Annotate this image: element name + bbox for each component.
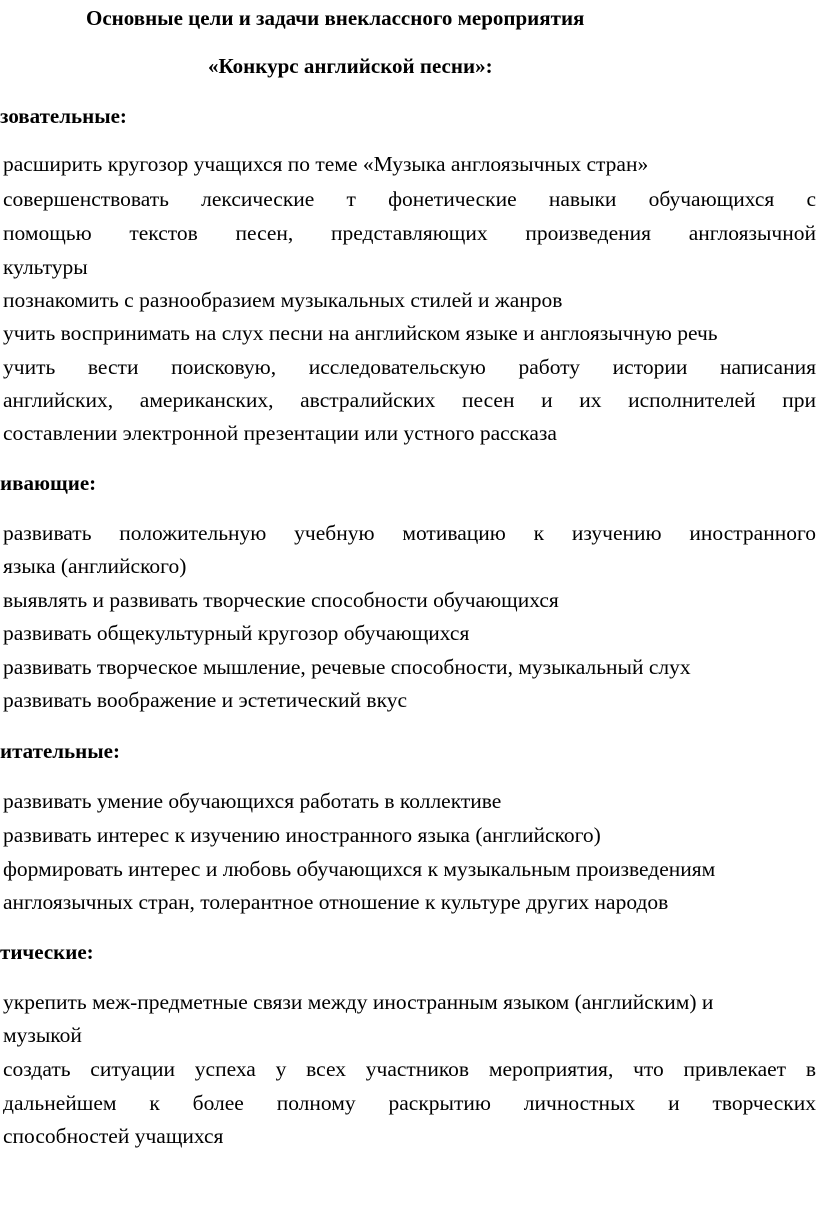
list-item: развивать интерес к изучению иностранного языка (английского) [3,823,601,847]
document-subtitle: «Конкурс английской песни»: [208,54,493,78]
list-item-continuation: культуры [3,255,88,279]
section-heading-developing: ивающие: [0,471,97,495]
section-heading-methodical: тические: [0,940,94,964]
list-item: развивать воображение и эстетический вкус [3,688,407,712]
section-heading-educational: зовательные: [0,104,127,128]
list-item: укрепить меж-предметные связи между иностранным языком (английским) и [3,990,714,1014]
list-item: совершенствовать лексические т фонетические навыки обучающихся с [3,187,816,211]
list-item-continuation: английских, американских, австралийских песен и их исполнителей при [3,388,816,412]
list-item: формировать интерес и любовь обучающихся к музыкальным произведениям [3,857,716,881]
list-item: развивать творческое мышление, речевые способности, музыкальный слух [3,655,691,679]
list-item-continuation: дальнейшем к более полному раскрытию личностных и творческих [3,1091,816,1115]
list-item: познакомить с разнообразием музыкальных стилей и жанров [3,288,563,312]
list-item: учить воспринимать на слух песни на английском языке и англоязычную речь [3,321,718,345]
list-item: развивать общекультурный кругозор обучающихся [3,621,470,645]
list-item: развивать положительную учебную мотивацию к изучению иностранного [3,521,816,545]
list-item-continuation: составлении электронной презентации или устного рассказа [3,421,557,445]
list-item: учить вести поисковую, исследовательскую работу истории написания [3,355,816,379]
list-item: расширить кругозор учащихся по теме «Музыка англоязычных стран» [3,152,649,176]
list-item-continuation: помощью текстов песен, представляющих произведения англоязычной [3,221,816,245]
list-item-continuation: музыкой [3,1023,82,1047]
list-item-continuation: языка (английского) [3,554,187,578]
list-item: создать ситуации успеха у всех участников мероприятия, что привлекает в [3,1057,816,1081]
section-heading-upbringing: итательные: [0,739,120,763]
list-item: развивать умение обучающихся работать в коллективе [3,789,502,813]
list-item-continuation: англоязычных стран, толерантное отношение к культуре других народов [3,890,669,914]
list-item-continuation: способностей учащихся [3,1124,224,1148]
document-title: Основные цели и задачи внеклассного мероприятия [86,6,585,30]
list-item: выявлять и развивать творческие способности обучающихся [3,588,559,612]
